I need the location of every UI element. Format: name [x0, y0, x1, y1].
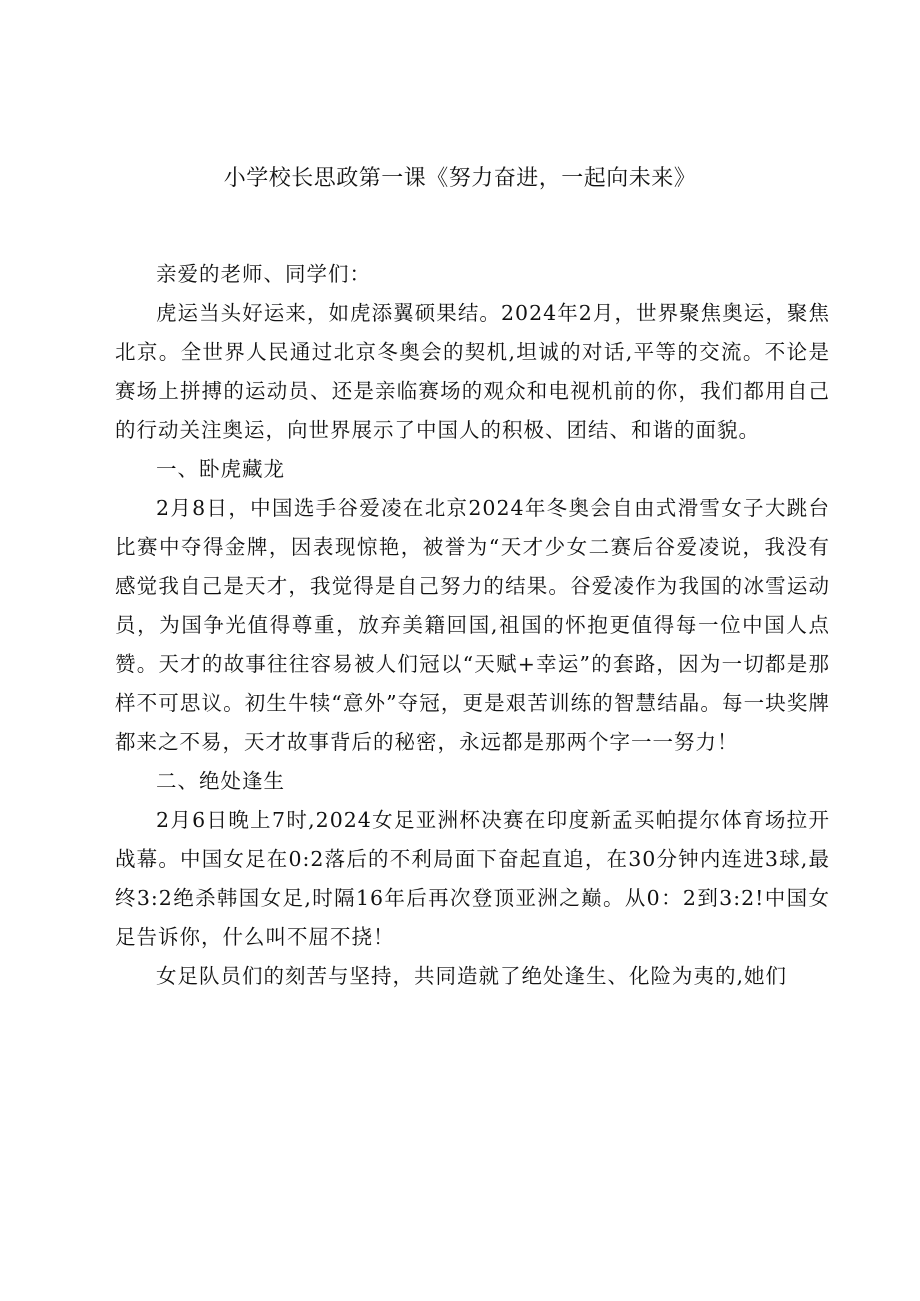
section-1-paragraph: 2月8日，中国选手谷爱凌在北京2024年冬奥会自由式滑雪女子大跳台比赛中夺得金牌，因表现惊艳，被誉为“天才少女二赛后谷爱凌说，我没有感觉我自己是天才，我觉得是自己努力的结果。谷爱凌作为我国的冰雪运动员，为国争光值得尊重，放弃美籍回国,祖国的怀抱更值得每一位中国人点赞。天才的故事往往容易被人们冠以“天赋+幸运”的套路，因为一切都是那样不可思议。初生牛犊“意外”夺冠，更是艰苦训练的智慧结晶。每一块奖牌都来之不易，天才故事背后的秘密，永远都是那两个字一一努力！: [115, 496, 830, 754]
section-heading-2: 二、绝处逢生: [156, 769, 285, 793]
section-2-paragraph-1: 2月6日晚上7时,2024女足亚洲杯决赛在印度新孟买帕提尔体育场拉开战幕。中国女足在0:2落后的不利局面下奋起直追，在30分钟内连进3球,最终3:2绝杀韩国女足,时隔16年后再次登顶亚洲之巅。从0：2到3:2!中国女足告诉你，什么叫不屈不挠！: [115, 808, 830, 949]
section-heading-1: 一、卧虎藏龙: [156, 457, 285, 481]
section-2-paragraph-2: 女足队员们的刻苦与坚持，共同造就了绝处逢生、化险为夷的,她们: [156, 964, 788, 988]
document-body: [115, 255, 830, 996]
document-title: 小学校长思政第一课《努力奋进，一起向未来》: [223, 166, 697, 191]
intro-paragraph: 虎运当头好运来，如虎添翼硕果结。2024年2月，世界聚焦奥运，聚焦北京。全世界人民通过北京冬奥会的契机,坦诚的对话,平等的交流。不论是赛场上拼搏的运动员、还是亲临赛场的观众和电视机前的你，我们都用自己的行动关注奥运，向世界展示了中国人的积极、团结、和谐的面貌。: [115, 301, 830, 442]
salutation: 亲爱的老师、同学们：: [156, 262, 371, 286]
